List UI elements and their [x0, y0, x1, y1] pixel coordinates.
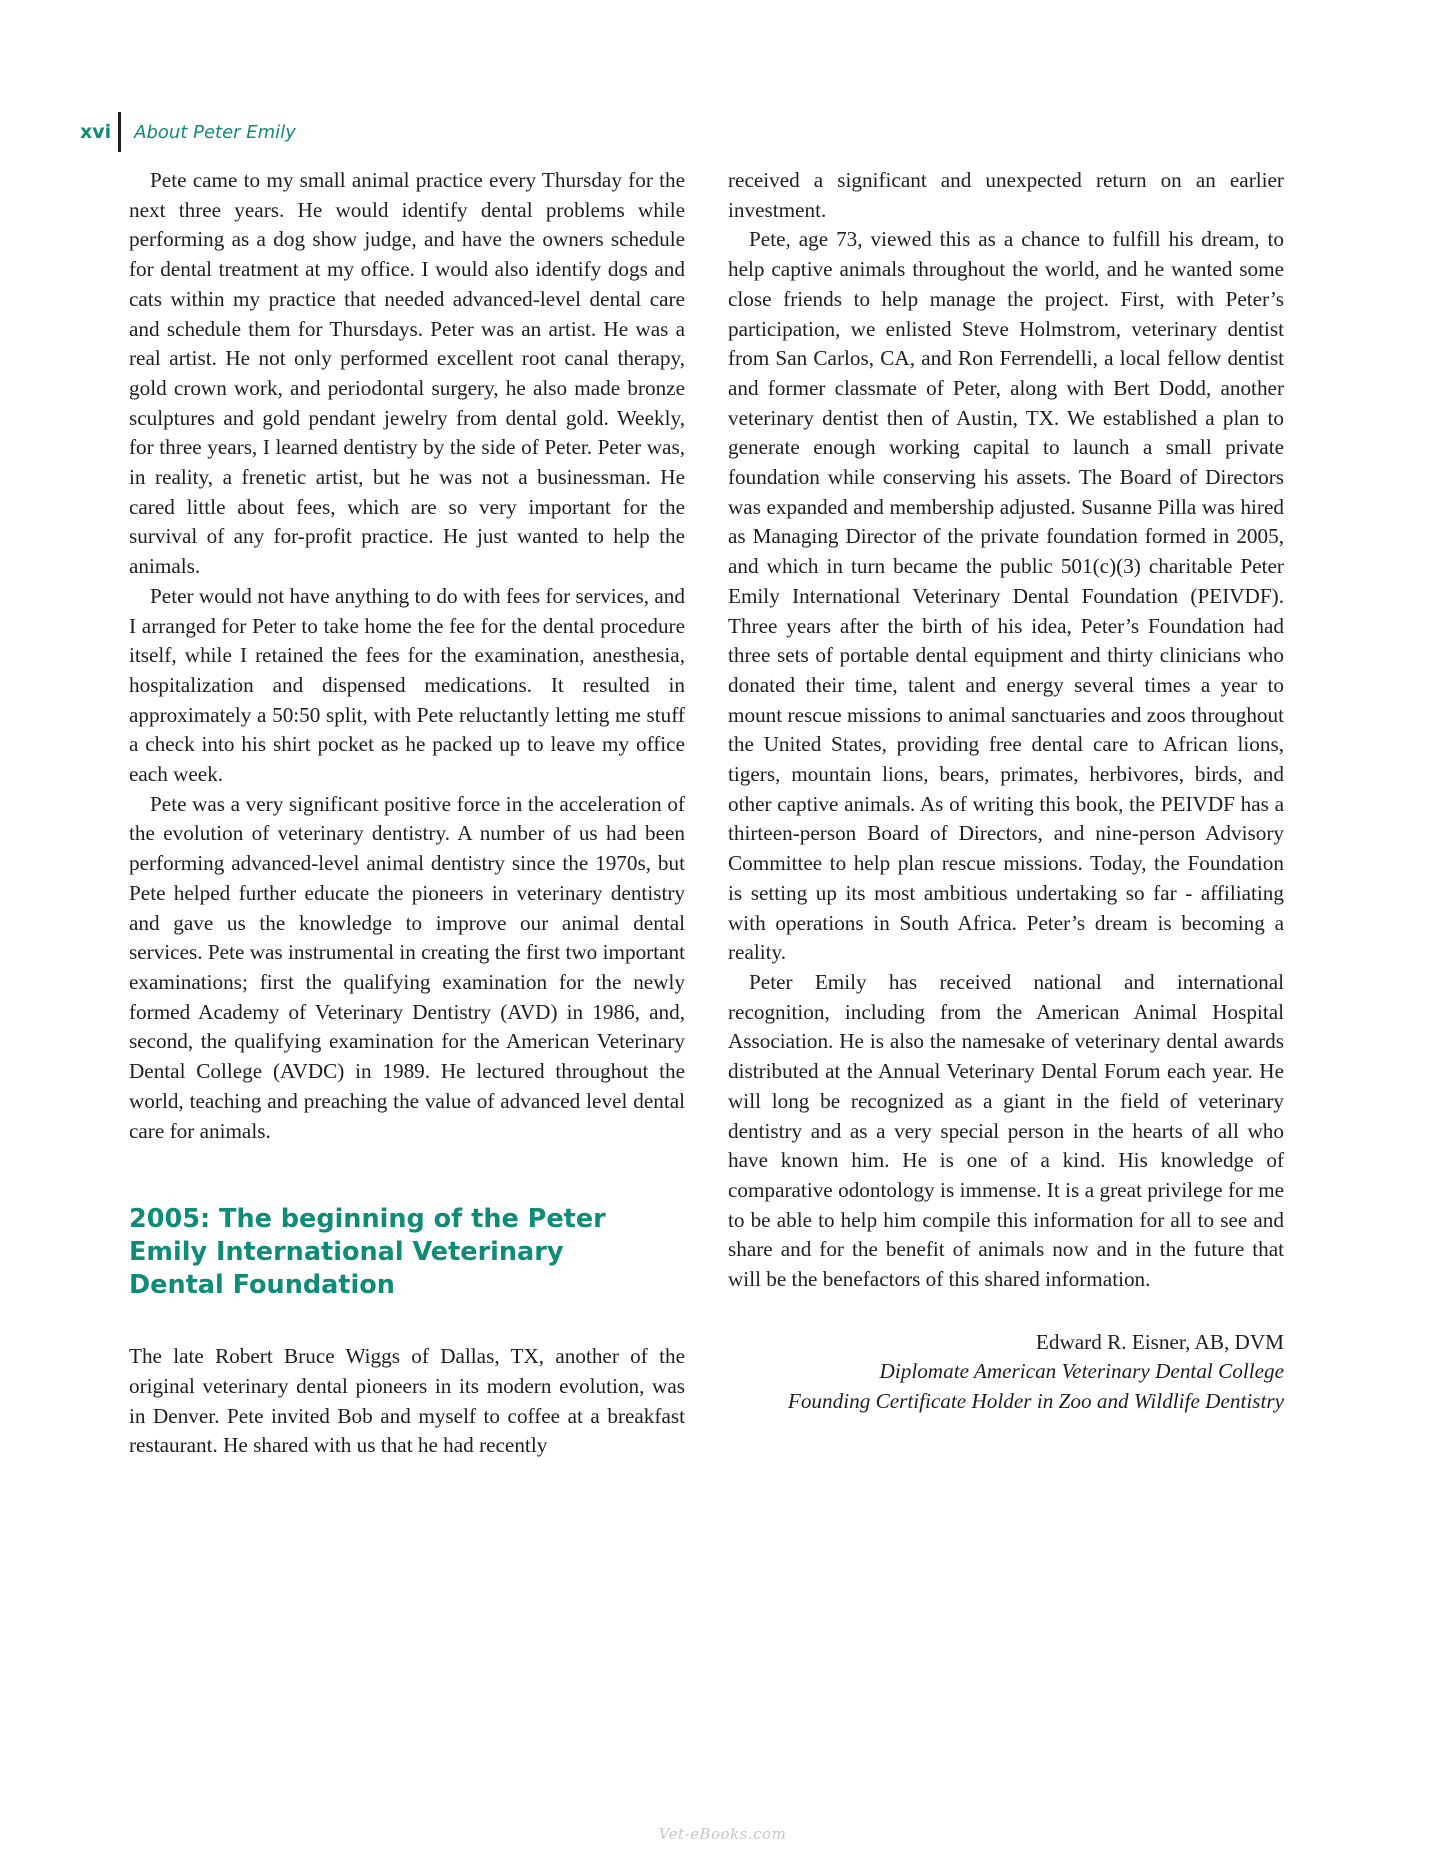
body-paragraph: Pete came to my small animal practice every Thursday for the next three years. He would identify dental problems while performing as a dog show judge, and have the owners schedule for dental treatment at my office. I would also identify dogs and cats within my practice that needed advanced-level dental care and schedule them for Thursdays. Peter was an artist. He was a real artist. He not only performed excellent root canal therapy, gold crown work, and periodontal surgery, he also made bronze sculptures and gold pendant jewelry from dental gold. Weekly, for three years, I learned dentistry by the side of Peter. Peter was, in reality, a frenetic artist, but he was not a businessman. He cared little about fees, which are so very important for the survival of any for-profit practice. He just wanted to help the animals.	[129, 168, 685, 579]
body-paragraph: Peter Emily has received national and international recognition, including from the American Animal Hospital Association. He is also the namesake of veterinary dental awards distributed at the Annual Veterinary Dental Forum each year. He will long be recognized as a giant in the field of veterinary dentistry and as a very special person in the hearts of all who have known him. He is one of a kind. His knowledge of comparative odontology is immense. It is a great privilege for me to be able to help him compile this information for all to see and share and for the benefit of animals now and in the future that will be the benefactors of this shared information.	[728, 969, 1284, 1292]
section-first-paragraph: The late Robert Bruce Wiggs of Dallas, TX, another of the original veterinary dental pioneers in its modern evolution, was in Denver. Pete invited Bob and myself to coffee at a breakfast restaurant. He shared with us that he had recently	[129, 1344, 685, 1458]
left-column	[129, 166, 685, 1461]
signature-block	[728, 1328, 1284, 1417]
signature-name: Edward R. Eisner, AB, DVM	[1035, 1329, 1284, 1354]
signature-credential: Founding Certificate Holder in Zoo and Wildlife Dentistry	[787, 1389, 1284, 1414]
body-paragraph: Pete, age 73, viewed this as a chance to fulfill his dream, to help captive animals throughout the world, and he wanted some close friends to help manage the project. First, with Peter’s participation, we enlisted Steve Holmstrom, veterinary dentist from San Carlos, CA, and Ron Ferrendelli, a local fellow dentist and former classmate of Peter, along with Bert Dodd, another veterinary dentist then of Austin, TX. We established a plan to generate enough working capital to launch a small private foundation while conserving his assets. The Board of Directors was expanded and membership adjusted. Susanne Pilla was hired as Managing Director of the private foundation formed in 2005, and which in turn became the public 501(c)(3) charitable Peter Emily International Veterinary Dental Foundation (PEIVDF). Three years after the birth of his idea, Peter’s Foundation had three sets of portable dental equipment and thirty clinicians who donated their time, talent and energy several times a year to mount rescue missions to animal sanctuaries and zoos throughout the United States, providing free dental care to African lions, tigers, mountain lions, bears, primates, herbivores, birds, and other captive animals. As of writing this book, the PEIVDF has a thirteen-person Board of Directors, and nine-person Advisory Committee to help plan rescue missions. Today, the Foundation is setting up its most ambitious undertaking so far - affiliating with operations in South Africa. Peter’s dream is becoming a reality.	[728, 227, 1284, 965]
section-heading: 2005: The beginning of the Peter Emily International Veterinary Dental Foundation	[129, 1204, 606, 1301]
body-paragraph: Peter would not have anything to do with fees for services, and I arranged for Peter to take home the fee for the dental procedure itself, while I retained the fees for the examination, anesthesia, hospitalization and dispensed medications. It resulted in approximately a 50:50 split, with Pete reluctantly letting me stuff a check into his shirt pocket as he packed up to leave my office each week.	[129, 583, 685, 787]
page-number: xvi	[80, 121, 112, 143]
running-head	[80, 112, 296, 152]
watermark: Vet-eBooks.com	[658, 1825, 787, 1843]
continued-paragraph: received a significant and unexpected return on an earlier investment.	[728, 168, 1284, 222]
running-title: About Peter Emily	[134, 121, 296, 143]
body-paragraph: Pete was a very significant positive force in the acceleration of the evolution of veterinary dentistry. A number of us had been performing advanced-level animal dentistry since the 1970s, but Pete helped further educate the pioneers in veterinary dentistry and gave us the knowledge to improve our animal dental services. Pete was instrumental in creating the first two important examinations; first the qualifying examination for the newly formed Academy of Veterinary Dentistry (AVD) in 1986, and, second, the qualifying examination for the American Veterinary Dental College (AVDC) in 1989. He lectured throughout the world, teaching and preaching the value of advanced level dental care for animals.	[129, 791, 685, 1143]
signature-credential: Diplomate American Veterinary Dental College	[879, 1359, 1284, 1384]
right-column	[728, 166, 1284, 1417]
